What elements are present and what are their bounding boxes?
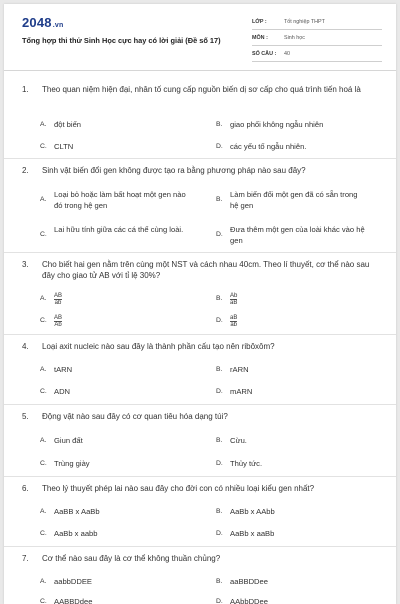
option-3c[interactable]: C. $\frac{AB}{Ab}$ [40, 315, 63, 328]
option-4a[interactable]: A. tARN [40, 365, 73, 374]
option-7a[interactable]: A. aabbDDEE [40, 577, 92, 586]
option-7c[interactable]: C. AABBDdee [40, 597, 93, 604]
option-3a[interactable]: A. $\frac{AB}{ab}$ [40, 293, 63, 306]
option-1c[interactable]: C. CLTN [40, 142, 74, 151]
option-6d[interactable]: D. AaBb x aaBb [216, 529, 275, 538]
option-1a[interactable]: A. đột biến [40, 120, 82, 129]
exam-sheet: 2048.vn Tổng hợp thi thử Sinh Học cực hay có lời giải (Đề số 17) LỚP : Tốt nghiệp THPT MÔN : Sinh học SỐ CÂU : 40 1. Theo quan niệm hiện đại, nhân tố cung cấp nguồn biến dị sơ cấp cho quá trình tiến hoá là A. đột biến B. giao phối không ngẫu nhiên C. CLTN D. các yếu tố ngẫu nhiên. 2. Sinh vật biến đổi gen không được tạo ra bằng phương pháp nào sau đây? A. Loại bỏ hoặc làm bất hoạt một gen nào đó trong hệ gen B. Làm biến đổi một gen đã có sẵn trong hệ gen C. Lai hữu tính giữa các cá thể cùng loài. D. Đưa thêm một gen của loài khác vào hệ gen 3. Cho biết hai gen nằm trên cùng một NST và cách nhau 40cm. Theo lí thuyết, cơ thể nào sau đây cho giao tử AB với tỉ lệ 30%? A. $\frac{AB}{ab}$ B. $\frac{Ab}{aB}$ C. $\frac{AB}{Ab}$ D. $\frac{aB}{ab}$ 4. Loại axit nucleic nào sau đây là thành phần cấu tạo nên ribôxôm? A. tARN B. rARN C. ADN D. mARN 5. Động vật nào sau đây có cơ quan tiêu hóa dạng túi? A. Giun đất B. Cừu. C. Trùng giày D. Thủy tức. 6. Theo lý thuyết phép lai nào sau đây cho đời con có nhiều loại kiểu gen nhất? A. AaBB x AaBb B. AaBb x AAbb C. AaBb x aabb D. AaBb x aaBb 7. Cơ thể nào sau đây là cơ thể không thuần chủng? A. aabbDDEE B. aaBBDDee C. AABBDdee D. AAbbDDee [4, 4, 396, 604]
option-5c[interactable]: C. Trùng giày [40, 459, 90, 468]
separator [4, 476, 396, 477]
option-4b[interactable]: B. rARN [216, 365, 249, 374]
separator [4, 334, 396, 335]
option-5a[interactable]: A. Giun đất [40, 436, 83, 445]
option-6a[interactable]: A. AaBB x AaBb [40, 507, 100, 516]
option-4c[interactable]: C. ADN [40, 387, 71, 396]
option-2a[interactable]: A. Loại bỏ hoặc làm bất hoạt một gen nào đó trong hệ gen [40, 190, 186, 210]
option-2b[interactable]: B. Làm biến đổi một gen đã có sẵn trong hệ gen [216, 190, 358, 210]
option-7b[interactable]: B. aaBBDDee [216, 577, 268, 586]
meta-grade: LỚP : Tốt nghiệp THPT [252, 14, 382, 30]
document-title: Tổng hợp thi thử Sinh Học cực hay có lời giải (Đề số 17) [22, 36, 221, 45]
document-header [4, 4, 396, 70]
meta-subject: MÔN : Sinh học [252, 30, 382, 46]
option-6c[interactable]: C. AaBb x aabb [40, 529, 98, 538]
option-5b[interactable]: B. Cừu. [216, 436, 247, 445]
option-3d[interactable]: D. $\frac{aB}{ab}$ [216, 315, 238, 328]
header-divider [4, 70, 396, 71]
option-4d[interactable]: D. mARN [216, 387, 253, 396]
option-1b[interactable]: B. giao phối không ngẫu nhiên [216, 120, 324, 129]
option-3b[interactable]: B. $\frac{Ab}{aB}$ [216, 293, 238, 306]
genotype-fraction: $\frac{AB}{Ab}$ [54, 315, 63, 328]
separator [4, 546, 396, 547]
separator [4, 404, 396, 405]
separator [4, 158, 396, 159]
option-2c[interactable]: C. Lai hữu tính giữa các cá thể cùng loài. [40, 225, 184, 238]
site-logo[interactable]: 2048.vn [22, 15, 64, 30]
genotype-fraction: $\frac{AB}{ab}$ [54, 293, 63, 306]
option-2d[interactable]: D. Đưa thêm một gen của loài khác vào hệ gen [216, 225, 365, 245]
meta-question-count: SỐ CÂU : 40 [252, 46, 382, 62]
genotype-fraction: $\frac{Ab}{aB}$ [230, 293, 238, 306]
exam-meta-table [252, 14, 382, 62]
separator [4, 252, 396, 253]
option-6b[interactable]: B. AaBb x AAbb [216, 507, 275, 516]
option-1d[interactable]: D. các yếu tố ngẫu nhiên. [216, 142, 307, 151]
option-5d[interactable]: D. Thủy tức. [216, 459, 263, 468]
genotype-fraction: $\frac{aB}{ab}$ [230, 315, 238, 328]
option-7d[interactable]: D. AAbbDDee [216, 597, 268, 604]
